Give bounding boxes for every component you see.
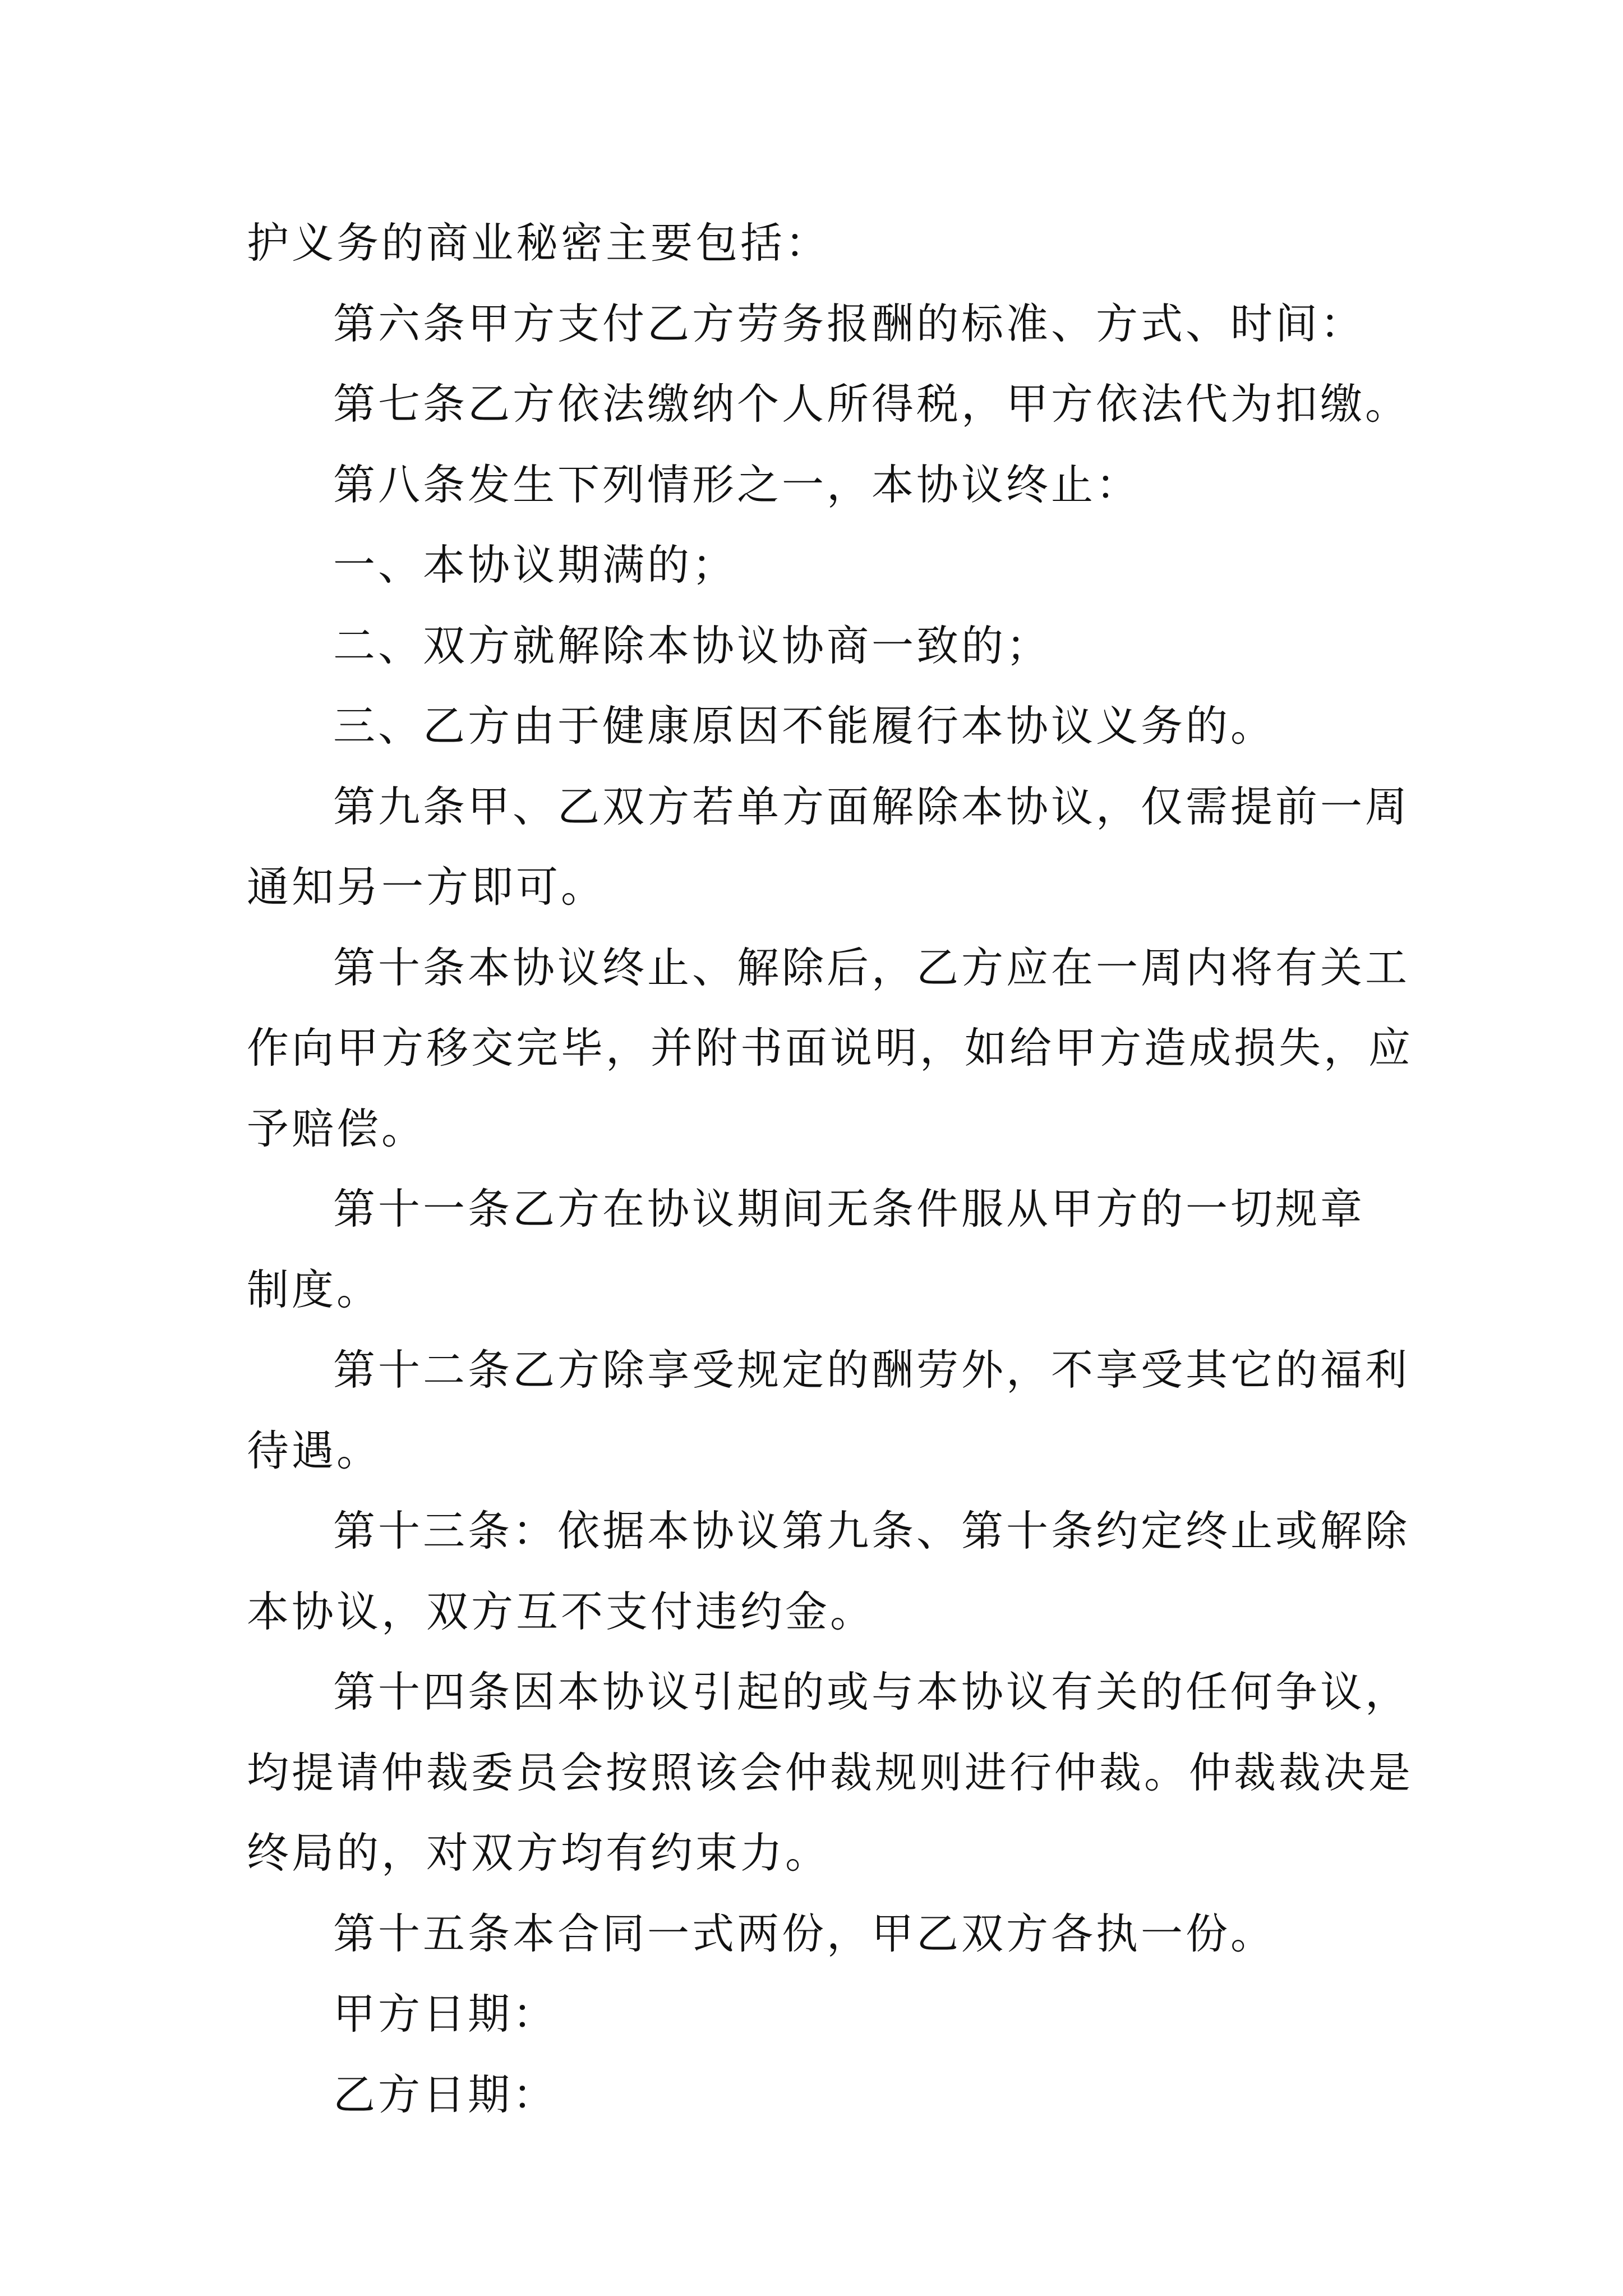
party-a-date-line: 甲方日期： — [333, 1989, 558, 2039]
text-line: 三、乙方由于健康原因不能履行本协议义务的。 — [333, 701, 1276, 751]
text-line: 通知另一方即可。 — [247, 862, 606, 912]
text-line: 护义务的商业秘密主要包括： — [247, 218, 831, 268]
text-line: 待遇。 — [247, 1425, 382, 1475]
text-line: 一、本协议期满的； — [333, 540, 737, 590]
text-line: 第十一条乙方在协议期间无条件服从甲方的一切规章 — [333, 1184, 1366, 1234]
text-line: 均提请仲裁委员会按照该会仲裁规则进行仲裁。仲裁裁决是 — [247, 1747, 1414, 1797]
party-b-date-line: 乙方日期： — [333, 2069, 558, 2119]
text-line: 予赔偿。 — [247, 1103, 427, 1153]
text-line: 第九条甲、乙双方若单方面解除本协议，仅需提前一周 — [333, 781, 1410, 831]
text-line: 制度。 — [247, 1264, 382, 1314]
document-body — [247, 203, 1414, 2135]
text-line: 作向甲方移交完毕，并附书面说明，如给甲方造成损失，应 — [247, 1023, 1414, 1073]
text-line: 第十三条：依据本协议第九条、第十条约定终止或解除 — [333, 1506, 1410, 1556]
text-line: 第十条本协议终止、解除后，乙方应在一周内将有关工 — [333, 942, 1410, 992]
text-line: 第十二条乙方除享受规定的酬劳外，不享受其它的福利 — [333, 1345, 1410, 1395]
text-line: 本协议，双方互不支付违约金。 — [247, 1586, 875, 1636]
text-line: 第六条甲方支付乙方劳务报酬的标准、方式、时间： — [333, 298, 1366, 348]
text-line: 终局的，对双方均有约束力。 — [247, 1828, 831, 1878]
text-line: 第八条发生下列情形之一，本协议终止： — [333, 459, 1141, 509]
text-line: 二、双方就解除本协议协商一致的； — [333, 620, 1052, 670]
text-line: 第七条乙方依法缴纳个人所得税，甲方依法代为扣缴。 — [333, 379, 1410, 429]
text-line: 第十五条本合同一式两份，甲乙双方各执一份。 — [333, 1908, 1276, 1958]
text-line: 第十四条因本协议引起的或与本协议有关的任何争议， — [333, 1667, 1410, 1717]
